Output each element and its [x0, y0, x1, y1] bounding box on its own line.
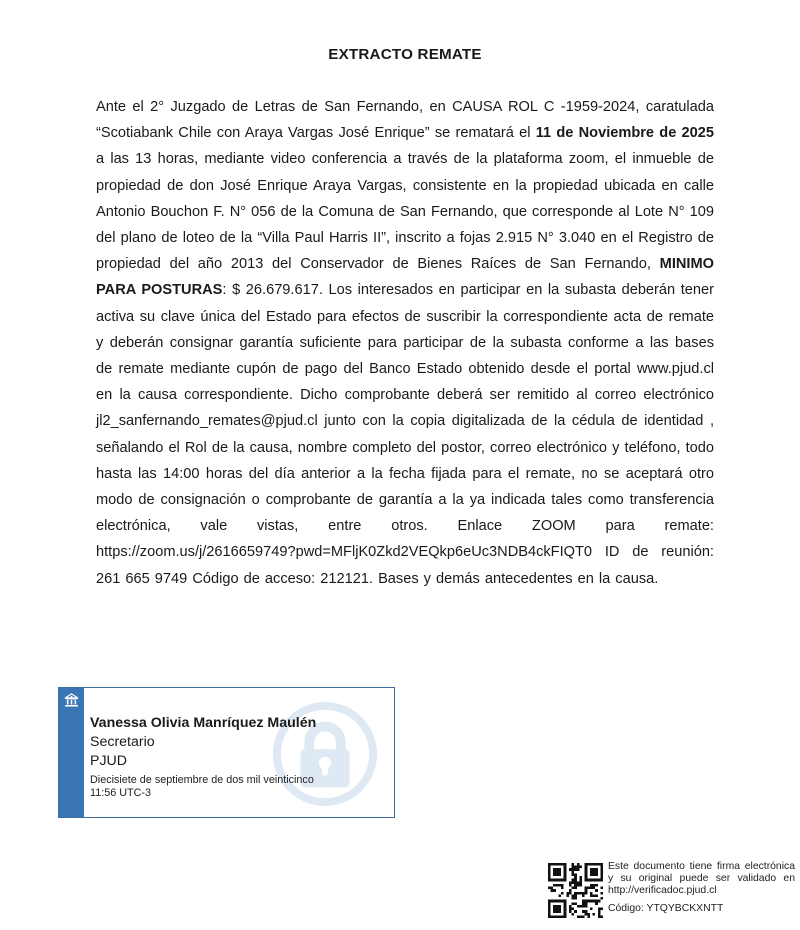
- signatory-role: Secretario: [90, 734, 155, 750]
- signature-time: 11:56 UTC-3: [90, 786, 152, 799]
- verification-url: http://verificadoc.pjud.cl: [608, 884, 717, 896]
- signatory-name: Vanessa Olivia Manríquez Maulén: [90, 715, 317, 731]
- signature-block: [58, 687, 395, 818]
- verification-line: Este documento tiene firma electrónica: [608, 861, 795, 872]
- document-title: EXTRACTO REMATE: [328, 46, 482, 63]
- verification-line: y su original puede ser validado en: [608, 872, 795, 884]
- signatory-institution: PJUD: [90, 753, 128, 769]
- verification-code: Código: YTQYBCKXNTT: [608, 903, 724, 914]
- signature-accent-strip: [59, 688, 84, 817]
- qr-code: [548, 863, 603, 918]
- body-paragraph: Ante el 2° Juzgado de Letras de San Fernando, en CAUSA ROL C -1959-2024, caratulada “Scotiabank Chile con Araya Vargas José Enrique” se rematará el 11 de Noviembre de 2025 a las 13 horas, mediante video conferencia a través de la plataforma zoom, el inmueble de propiedad de don José Enrique Araya Vargas, consistente en la propiedad ubicada en calle Antonio Bouchon F. N° 056 de la Comuna de San Fernando, que corresponde al Lote N° 109 del plano de loteo de la “Villa Paul Harris II”, inscrito a fojas 2.915 N° 3.040 en el Registro de propiedad del año 2013 del Conservador de Bienes Raíces de San Fernando, MINIMO PARA POSTURAS: $ 26.679.617. Los interesados en participar en la subasta deberán tener activa su clave única del Estado para efectos de suscribir la correspondiente acta de remate y deberán consignar garantía suficiente para participar de la subasta conforme a las bases de remate mediante cupón de pago del Banco Estado obtenido desde el portal www.pjud.cl en la causa correspondiente. Dicho comprobante deberá ser remitido al correo electrónico jl2_sanfernando_remates@pjud.cl junto con la copia digitalizada de la cédula de identidad , señalando el Rol de la causa, nombre completo del postor, correo electrónico y teléfono, todo hasta las 14:00 horas del día anterior a la fecha fijada para el remate, no se aceptará otro modo de consignación o comprobante de garantía a la ya indicada tales como transferencia electrónica, vale vistas, entre otros. Enlace ZOOM para remate: https://zoom.us/j/2616659749?pwd=MFljK0Zkd2VEQkp6eUc3NDB4ckFIQT0 ID de reunión: 261 665 9749 Código de acceso: 212121. Bases y demás antecedentes en la causa.: [96, 99, 715, 587]
- signature-date: Diecisiete de septiembre de dos mil veinticinco: [90, 774, 314, 786]
- verification-text: [608, 861, 795, 896]
- courthouse-icon: [63, 692, 80, 709]
- signature-text: [90, 714, 350, 799]
